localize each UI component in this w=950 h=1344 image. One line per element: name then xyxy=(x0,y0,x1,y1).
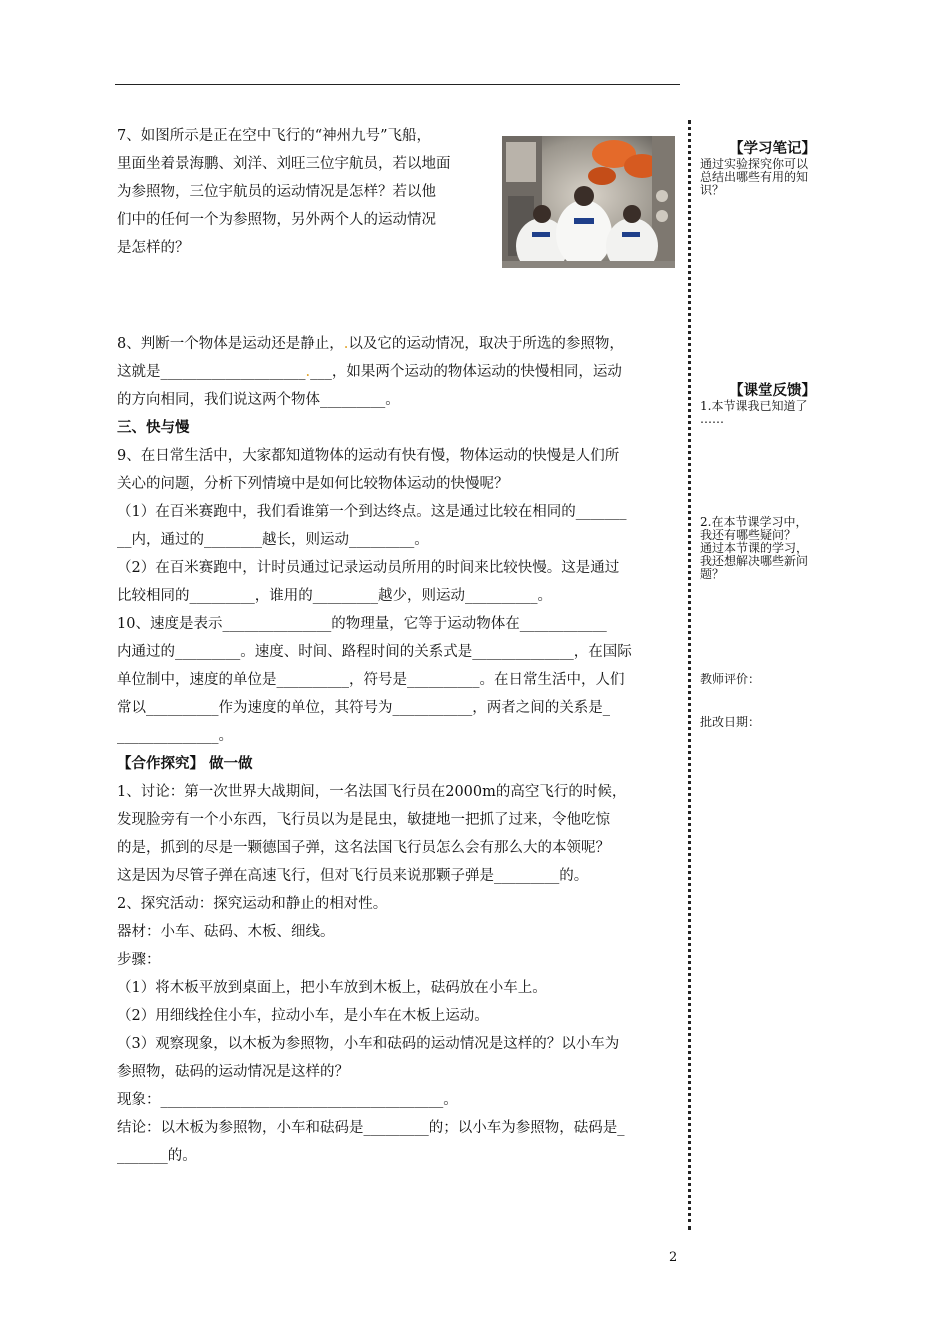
text-run: 8、判断一个物体是运动还是静止， xyxy=(117,336,344,352)
text-run: 这就是____________________ xyxy=(117,364,306,380)
class-feedback-title: 【课堂反馈】 xyxy=(729,382,816,399)
feedback-line: 2.在本节课学习中， xyxy=(700,515,808,529)
text-line: 9、在日常生活中，大家都知道物体的运动有快有慢，物体运动的快慢是人们所 xyxy=(117,448,620,464)
study-notes-title: 【学习笔记】 xyxy=(729,140,816,157)
study-notes-line: 总结出哪些有用的知 xyxy=(700,170,809,184)
feedback-line: 我还有哪些疑问？ xyxy=(700,528,797,542)
text-run: 10、速度是表示_______________的物理量，它等于运动物 xyxy=(117,616,491,632)
class-feedback-box xyxy=(700,382,845,426)
question-9 xyxy=(117,442,680,610)
text-line: 里面坐着景海鹏、刘洋、刘旺三位宇航员，若以地面 xyxy=(117,156,451,172)
section-heading: 【合作探究】 做一做 xyxy=(117,755,253,772)
text-line: 比较相同的_________，谁用的_________越少，则运动__________。 xyxy=(117,588,552,604)
text-line: 参照物，砝码的运动情况是这样的？ xyxy=(117,1064,349,1080)
text-line: 步骤： xyxy=(117,952,161,968)
mark: . xyxy=(343,336,349,352)
text-line: （3）观察现象，以木板为参照物，小车和砝码的运动情况是这样的？以小车为 xyxy=(117,1036,620,1052)
text-line: 的方向相同，我们说这两个物体_________。 xyxy=(117,392,400,408)
text-line: 常以__________作为速度的单位，其符号为___________，两者之间的关系是_ xyxy=(117,700,610,716)
text-line: 器材：小车、砝码、木板、细线。 xyxy=(117,924,335,940)
text-line: 2、探究活动：探究运动和静止的相对性。 xyxy=(117,896,388,912)
question-8 xyxy=(117,330,680,414)
question-7 xyxy=(117,122,680,308)
text-line: 单位制中，速度的单位是__________，符号是__________。在日常生活中，人们 xyxy=(117,672,625,688)
study-notes-box xyxy=(700,140,845,197)
text-line: ______________。 xyxy=(117,728,233,744)
mark: . xyxy=(305,364,311,380)
study-notes-line: 识？ xyxy=(700,183,725,197)
text-line: 内通过的_________。速度、时间、路程时间的关系式是______________，在国际 xyxy=(117,644,632,660)
study-notes-line: 通过实验探究你可以 xyxy=(700,157,809,171)
text-line: 关心的问题，分析下列情境中是如何比较物体运动的快慢呢？ xyxy=(117,476,509,492)
text-line: 1、讨论：第一次世界大战期间，一名法国飞行员在2000m的高空飞行的时候， xyxy=(117,784,627,800)
text-line: （2）用细线拴住小车，拉动小车，是小车在木板上运动。 xyxy=(117,1008,489,1024)
feedback-line: …… xyxy=(700,412,724,426)
text-line: 是怎样的？ xyxy=(117,240,190,256)
astronauts-photo xyxy=(502,136,675,268)
text-run: 以及它的运动情况，取决于所选的参照物， xyxy=(348,336,624,352)
text-line xyxy=(117,330,680,358)
feedback-line: 通过本节课的学习， xyxy=(700,541,809,555)
text-line xyxy=(117,610,680,638)
text-line: 结论：以木板为参照物，小车和砝码是_________的；以小车为参照物，砝码是_ xyxy=(117,1120,625,1136)
question-10 xyxy=(117,610,680,750)
text-line: 现象：_______________________________________。 xyxy=(117,1092,458,1108)
text-line: （1）将木板平放到桌面上，把小车放到木板上，砝码放在小车上。 xyxy=(117,980,547,996)
question-7-text xyxy=(117,122,487,262)
section-heading: 三、快与慢 xyxy=(117,419,190,436)
text-run: ___，如果两个运动的物体运动的快慢相同，运动 xyxy=(310,364,622,380)
text-line: 为参照物，三位宇航员的运动情况是怎样？若以他 xyxy=(117,184,436,200)
feedback-line: 我还想解决哪些新问 xyxy=(700,554,809,568)
worksheet-body xyxy=(117,122,680,1170)
feedback-line: 1.本节课我已知道了 xyxy=(700,399,808,413)
cooperative-inquiry xyxy=(117,778,680,1170)
text-line: __内，通过的________越长，则运动_________。 xyxy=(117,532,429,548)
feedback-line: 题？ xyxy=(700,567,725,581)
text-run: 体在____________ xyxy=(490,616,607,632)
text-line xyxy=(117,358,680,386)
teacher-evaluation-label: 教师评价： xyxy=(700,672,761,686)
text-line: 这是因为尽管子弹在高速飞行，但对飞行员来说那颗子弹是_________的。 xyxy=(117,868,589,884)
page-number: 2 xyxy=(669,1250,678,1265)
grading-date-label: 批改日期： xyxy=(700,715,761,729)
feedback-question-2 xyxy=(700,516,845,581)
text-line: 的是，抓到的尽是一颗德国子弹，这名法国飞行员怎么会有那么大的本领呢？ xyxy=(117,840,610,856)
text-line: _______的。 xyxy=(117,1148,197,1164)
spacer xyxy=(117,308,680,330)
text-line: （1）在百米赛跑中，我们看谁第一个到达终点。这是通过比较在相同的_______ xyxy=(117,504,627,520)
text-line: 发现脸旁有一个小东西，飞行员以为是昆虫，敏捷地一把抓了过来，令他吃惊 xyxy=(117,812,610,828)
header-rule xyxy=(115,84,680,85)
text-line: 7、如图所示是正在空中飞行的“神州九号”飞船， xyxy=(117,128,432,144)
margin-dotted-divider xyxy=(688,120,691,1230)
text-line: （2）在百米赛跑中，计时员通过记录运动员所用的时间来比较快慢。这是通过 xyxy=(117,560,620,576)
text-line: 们中的任何一个为参照物，另外两个人的运动情况 xyxy=(117,212,436,228)
